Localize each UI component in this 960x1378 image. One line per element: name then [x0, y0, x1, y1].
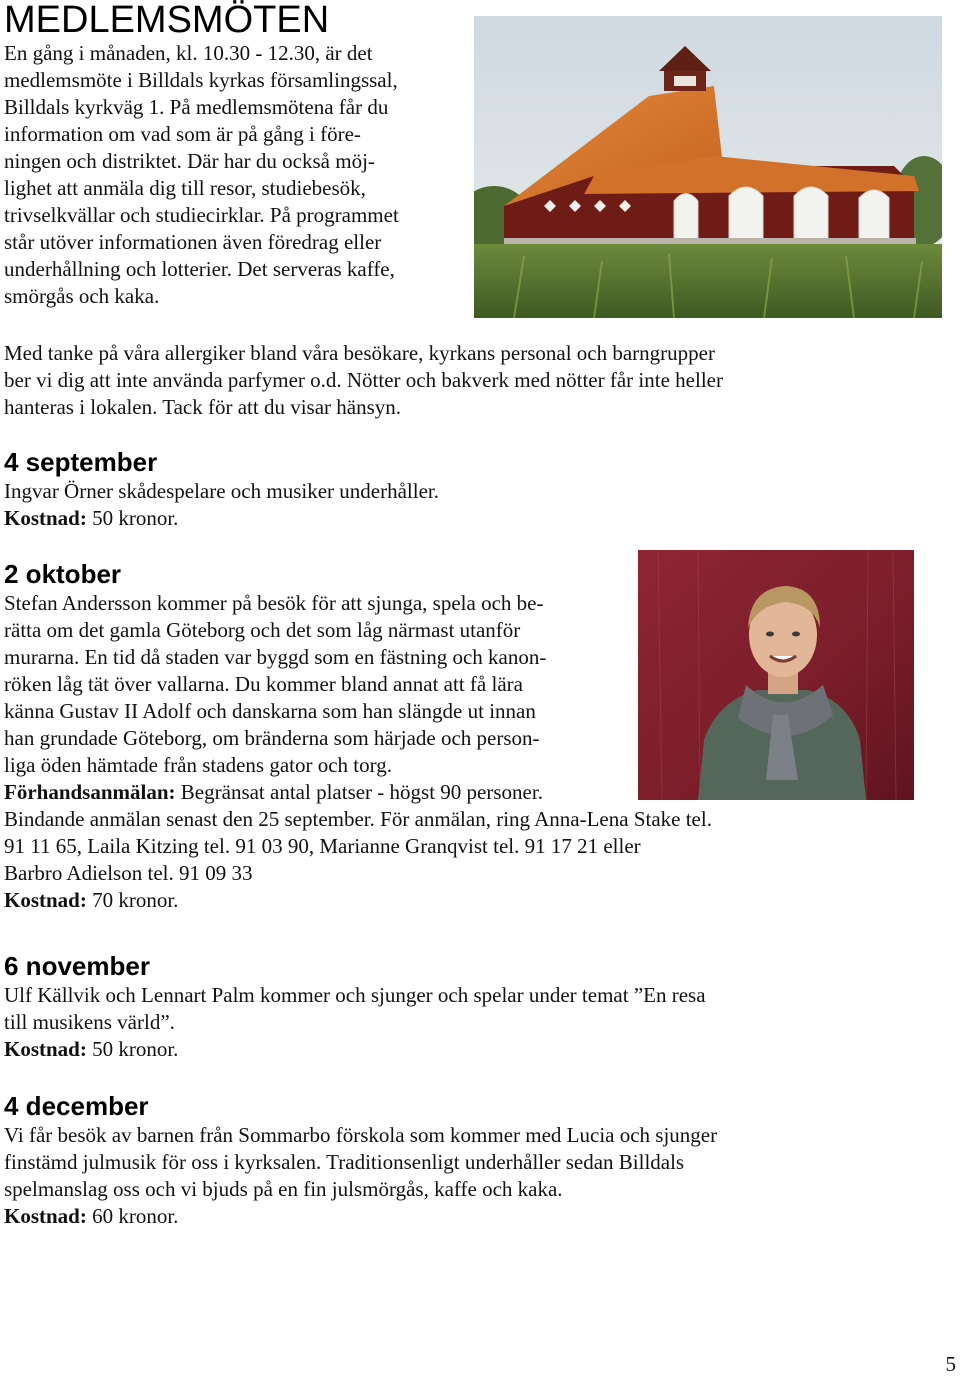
cost-label: Kostnad: [4, 1204, 87, 1228]
cost-label: Kostnad: [4, 888, 87, 912]
intro-line: medlemsmöte i Billdals kyrkas församlingssal, [4, 68, 398, 92]
event-date-october: 2 oktober [4, 559, 122, 589]
prereg-value: Begränsat antal platser - högst 90 personer. [180, 780, 543, 804]
event-text: liga öden hämtade från stadens gator och torg. [4, 753, 392, 777]
event-text: röken låg tät över vallarna. Du kommer bland annat att få lära [4, 672, 523, 696]
intro-line: underhållning och lotterier. Det serveras kaffe, [4, 257, 395, 281]
cost-value: 60 kronor. [92, 1204, 179, 1228]
intro-line: smörgås och kaka. [4, 284, 160, 308]
page-title: MEDLEMSMÖTEN [4, 0, 330, 41]
intro-line: En gång i månaden, kl. 10.30 - 12.30, är det [4, 41, 373, 65]
intro-line: trivselkvällar och studiecirklar. På programmet [4, 203, 399, 227]
signup-line: 91 11 65, Laila Kitzing tel. 91 03 90, Marianne Granqvist tel. 91 17 21 eller [4, 834, 641, 858]
allergy-line: ber vi dig att inte använda parfymer o.d. Nötter och bakverk med nötter får inte heller [4, 368, 723, 392]
portrait-photo [638, 550, 914, 800]
allergy-line: Med tanke på våra allergiker bland våra besökare, kyrkans personal och barngrupper [4, 341, 715, 365]
event-cost [4, 505, 178, 532]
allergy-line: hanteras i lokalen. Tack för att du visar hänsyn. [4, 395, 402, 419]
event-text: till musikens värld”. [4, 1010, 175, 1034]
intro-line: ningen och distriktet. Där har du också möj- [4, 149, 375, 173]
cost-value: 50 kronor. [92, 506, 179, 530]
intro-line: information om vad som är på gång i före- [4, 122, 361, 146]
intro-line: står utöver informationen även föredrag eller [4, 230, 382, 254]
event-text: finstämd julmusik för oss i kyrksalen. Traditionsenligt underhåller sedan Billdals [4, 1150, 685, 1174]
event-date-november: 6 november [4, 951, 150, 981]
event-text: murarna. En tid då staden var byggd som en fästning och kanon- [4, 645, 547, 669]
prereg-label: Förhandsanmälan: [4, 780, 176, 804]
cost-value: 50 kronor. [92, 1037, 179, 1061]
event-text: känna Gustav II Adolf och danskarna som han slängde ut innan [4, 699, 536, 723]
prereg-line [4, 779, 543, 806]
event-cost [4, 887, 178, 914]
cost-label: Kostnad: [4, 506, 87, 530]
event-date-december: 4 december [4, 1091, 149, 1121]
event-text: Ulf Källvik och Lennart Palm kommer och sjunger och spelar under temat ”En resa [4, 983, 706, 1007]
event-date-september: 4 september [4, 447, 158, 477]
cost-label: Kostnad: [4, 1037, 87, 1061]
intro-line: Billdals kyrkväg 1. På medlemsmötena får du [4, 95, 389, 119]
signup-line: Bindande anmälan senast den 25 september. För anmälan, ring Anna-Lena Stake tel. [4, 807, 712, 831]
event-text: Stefan Andersson kommer på besök för att sjunga, spela och be- [4, 591, 544, 615]
page-number: 5 [945, 1352, 956, 1376]
event-text: Vi får besök av barnen från Sommarbo förskola som kommer med Lucia och sjunger [4, 1123, 718, 1147]
event-text: Ingvar Örner skådespelare och musiker underhåller. [4, 479, 439, 503]
church-photo [474, 16, 942, 318]
event-text: spelmanslag oss och vi bjuds på en fin julsmörgås, kaffe och kaka. [4, 1177, 563, 1201]
event-text: han grundade Göteborg, om bränderna som härjade och person- [4, 726, 540, 750]
event-cost [4, 1036, 178, 1063]
event-cost [4, 1203, 178, 1230]
signup-line: Barbro Adielson tel. 91 09 33 [4, 861, 253, 885]
event-text: rätta om det gamla Göteborg och det som låg närmast utanför [4, 618, 521, 642]
intro-line: lighet att anmäla dig till resor, studiebesök, [4, 176, 366, 200]
portrait-illustration [638, 550, 914, 800]
cost-value: 70 kronor. [92, 888, 179, 912]
church-illustration [474, 16, 942, 318]
